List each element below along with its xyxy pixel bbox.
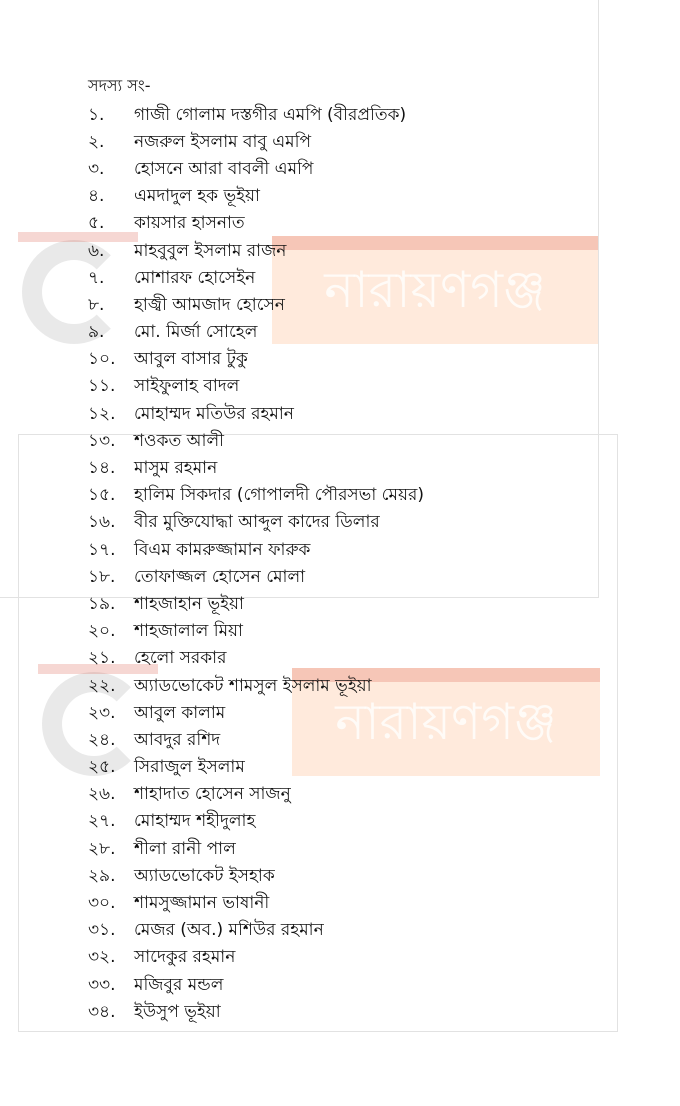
member-name: মেজর (অব.) মশিউর রহমান <box>134 920 324 941</box>
member-number: ১৫. <box>88 485 116 506</box>
list-item <box>88 184 588 211</box>
member-name: হাজ্বী আমজাদ হোসেন <box>134 294 285 315</box>
list-item <box>88 619 588 646</box>
member-name: এমদাদুল হক ভূইয়া <box>134 186 260 207</box>
member-number: ৭. <box>88 267 105 288</box>
member-name: ইউসুপ ভূইয়া <box>134 1001 221 1022</box>
member-name: শাহজালাল মিয়া <box>134 621 243 642</box>
member-number: ৯. <box>88 322 105 343</box>
member-number: ২৭. <box>88 811 116 832</box>
member-name: শাহাদাত হোসেন সাজনু <box>134 784 291 805</box>
list-item <box>88 238 588 265</box>
list-item <box>88 972 588 999</box>
list-item <box>88 156 588 183</box>
member-number: ১. <box>88 104 105 125</box>
member-name: আবুল বাসার টুকু <box>134 349 248 370</box>
list-heading: সদস্য সং- <box>88 76 151 95</box>
list-item <box>88 945 588 972</box>
member-name: সাইফুলাহ বাদল <box>134 376 240 397</box>
member-name: শওকত আলী <box>134 430 224 451</box>
list-item <box>88 809 588 836</box>
list-item <box>88 890 588 917</box>
member-name: বিএম কামরুজ্জামান ফারুক <box>134 539 311 560</box>
member-number: ২০. <box>88 621 116 642</box>
list-item <box>88 320 588 347</box>
member-number: ১৩. <box>88 430 116 451</box>
member-name: কায়সার হাসনাত <box>134 213 245 234</box>
member-name: মজিবুর মন্ডল <box>134 974 224 995</box>
member-list-document <box>88 74 588 1026</box>
member-name: হালিম সিকদার (গোপালদী পৌরসভা মেয়র) <box>134 485 424 506</box>
member-name: আবদুর রশিদ <box>134 729 221 750</box>
member-name: অ্যাডভোকেট ইসহাক <box>134 865 275 886</box>
list-item <box>88 863 588 890</box>
list-item <box>88 700 588 727</box>
member-number: ৬. <box>88 240 105 261</box>
member-name: মোহাম্মদ মতিউর রহমান <box>134 403 294 424</box>
member-name: নজরুল ইসলাম বাবু এমপি <box>134 131 312 152</box>
list-item <box>88 347 588 374</box>
member-number: ৩৩. <box>88 974 116 995</box>
member-number: ১৯. <box>88 593 116 614</box>
member-name: শাহজাহান ভূইয়া <box>134 593 244 614</box>
member-number: ৮. <box>88 294 105 315</box>
member-name: মাহবুবুল ইসলাম রাজন <box>134 240 287 261</box>
list-item <box>88 510 588 537</box>
list-item <box>88 428 588 455</box>
list-item <box>88 727 588 754</box>
list-item <box>88 129 588 156</box>
list-item <box>88 455 588 482</box>
member-number: ১১. <box>88 376 116 397</box>
member-name: মো. মির্জা সোহেল <box>134 322 258 343</box>
member-number: ২. <box>88 131 105 152</box>
member-name: সাদেকুর রহমান <box>134 947 236 968</box>
list-item <box>88 591 588 618</box>
member-name: অ্যাডভোকেট শামসুল ইসলাম ভূইয়া <box>134 675 372 696</box>
member-name: আবুল কালাম <box>134 702 226 723</box>
member-name: হোসনে আরা বাবলী এমপি <box>134 158 314 179</box>
list-item <box>88 646 588 673</box>
member-number: ৩১. <box>88 920 116 941</box>
list-item <box>88 999 588 1026</box>
member-number: ১৪. <box>88 458 116 479</box>
member-name: সিরাজুল ইসলাম <box>134 757 245 778</box>
member-name: মোহাম্মদ শহীদুলাহ <box>134 811 256 832</box>
member-name: বীর মুক্তিযোদ্ধা আব্দুল কাদের ডিলার <box>134 512 380 533</box>
member-number: ৪. <box>88 186 105 207</box>
member-number: ২২. <box>88 675 116 696</box>
member-number: ২৩. <box>88 702 116 723</box>
member-name: মাসুম রহমান <box>134 458 218 479</box>
list-item <box>88 836 588 863</box>
list-item <box>88 483 588 510</box>
member-name: শামসুজ্জামান ভাষানী <box>134 893 270 914</box>
member-number: ৩. <box>88 158 105 179</box>
list-item <box>88 755 588 782</box>
list-item <box>88 265 588 292</box>
member-number: ৩২. <box>88 947 116 968</box>
member-name: তোফাজ্জল হোসেন মোলা <box>134 566 306 587</box>
member-number: ২৫. <box>88 757 116 778</box>
watermark-label: নারায়ণগঞ্জ <box>324 261 546 319</box>
member-number: ২১. <box>88 648 116 669</box>
list-item <box>88 102 588 129</box>
member-name: মোশারফ হোসেইন <box>134 267 256 288</box>
member-list <box>88 102 588 1026</box>
member-number: ১০. <box>88 349 116 370</box>
list-item <box>88 564 588 591</box>
member-name: হেলো সরকার <box>134 648 227 669</box>
list-item <box>88 292 588 319</box>
member-number: ১৭. <box>88 539 116 560</box>
member-number: ১৮. <box>88 566 116 587</box>
member-number: ২৪. <box>88 729 116 750</box>
list-item <box>88 673 588 700</box>
list-item <box>88 374 588 401</box>
member-number: ২৬. <box>88 784 116 805</box>
list-item <box>88 918 588 945</box>
member-number: ৫. <box>88 213 105 234</box>
member-number: ১২. <box>88 403 116 424</box>
member-number: ২৮. <box>88 838 116 859</box>
member-name: শীলা রানী পাল <box>134 838 236 859</box>
member-number: ১৬. <box>88 512 116 533</box>
watermark-label: নারায়ণগঞ্জ <box>335 693 557 751</box>
list-item <box>88 401 588 428</box>
list-item <box>88 782 588 809</box>
member-number: ৩০. <box>88 893 116 914</box>
list-item <box>88 211 588 238</box>
member-number: ৩৪. <box>88 1001 116 1022</box>
list-item <box>88 537 588 564</box>
member-name: গাজী গোলাম দস্তগীর এমপি (বীরপ্রতিক) <box>134 104 407 125</box>
member-number: ২৯. <box>88 865 116 886</box>
